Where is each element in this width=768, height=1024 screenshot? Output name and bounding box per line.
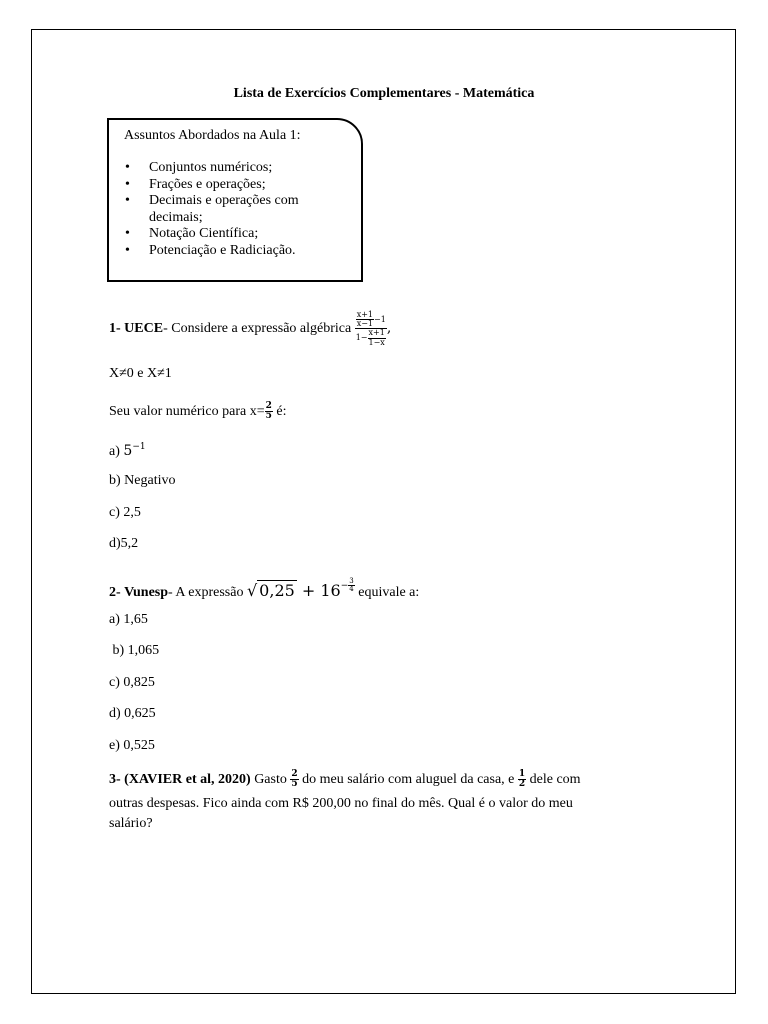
value-suffix: é: (272, 404, 287, 419)
value-fraction-den: 5 (265, 411, 272, 422)
expr-top-numerator: x+1 (356, 309, 374, 319)
question-2-text: - A expressão (168, 585, 244, 600)
fraction-1-num: 2 (291, 768, 298, 779)
question-1-source: UECE (124, 321, 164, 336)
question-1-text: - Considere a expressão algébrica (163, 321, 352, 336)
exponent-num: 3 (349, 576, 354, 585)
question-3-line-1 (109, 766, 581, 794)
option-a-base: 5 (123, 443, 133, 459)
radicand: 0,25 (259, 581, 295, 600)
plus-term: + 16 (296, 581, 341, 600)
exponent-den: 4 (349, 585, 354, 593)
fraction-1-den: 5 (291, 779, 298, 790)
question-3-label: 3- (XAVIER et al, 2020) (109, 772, 251, 787)
option-a-exponent: −1 (132, 442, 146, 452)
negative-exponent (341, 572, 355, 600)
question-1-expression (355, 311, 387, 348)
topics-box (107, 118, 363, 282)
question-3-fraction-2 (518, 770, 526, 790)
question-3-part-2: do meu salário com aluguel da casa, e (298, 772, 518, 787)
expr-trailing-comma: , (386, 320, 392, 336)
question-2-statement (109, 572, 419, 607)
value-fraction-num: 2 (265, 400, 272, 411)
topic-item: • Frações e operações; (149, 177, 349, 194)
question-1-option-a (109, 442, 146, 460)
question-3-part-3: dele com (526, 772, 581, 787)
topics-heading: Assuntos Abordados na Aula 1: (124, 128, 301, 143)
question-1-statement (109, 310, 391, 347)
question-3-line-2: outras despesas. Fico ainda com R$ 200,00 no final do mês. Qual é o valor do meu (109, 796, 573, 811)
expr-top-tail: −1 (374, 314, 386, 324)
fraction-2-den: 2 (518, 779, 526, 790)
expr-bottom-numerator: x+1 (368, 328, 385, 338)
question-3-line-3: salário? (109, 816, 153, 831)
expr-bottom-head: 1− (355, 333, 368, 343)
question-1-condition: X≠0 e X≠1 (109, 366, 172, 381)
fraction-2-num: 1 (518, 768, 526, 779)
square-root-expression: √ 0,25 (246, 581, 295, 600)
document-title: Lista de Exercícios Complementares - Matemática (233, 86, 535, 101)
topic-item: • Potenciação e Radiciação. (149, 243, 349, 260)
topic-item: • Decimais e operações com decimais; (149, 193, 349, 226)
question-2-option-b: b) 1,065 (109, 643, 160, 658)
question-2-option-a: a) 1,65 (109, 612, 148, 627)
value-fraction (265, 402, 273, 422)
question-3-part-1: Gasto (250, 772, 291, 787)
exponent-sign: − (340, 581, 349, 591)
question-1-option-b: b) Negativo (109, 473, 176, 488)
question-2-option-c: c) 0,825 (109, 675, 155, 690)
question-1-value-line (109, 398, 287, 426)
value-prefix: Seu valor numérico para x= (109, 404, 265, 419)
question-3-fraction-1 (290, 770, 298, 790)
question-1-number: 1- (109, 321, 121, 336)
option-a-label: a) (109, 444, 120, 459)
topic-item: • Conjuntos numéricos; (149, 160, 349, 177)
topic-item: • Notação Científica; (149, 226, 349, 243)
question-2-source: Vunesp (124, 585, 169, 600)
question-1-option-c: c) 2,5 (109, 505, 141, 520)
expr-top-denominator: x−1 (356, 318, 374, 328)
topics-list (149, 160, 349, 259)
expr-bottom-denominator: 1−x (368, 337, 385, 347)
question-2-suffix: equivale a: (354, 585, 420, 600)
question-2-option-d: d) 0,625 (109, 706, 156, 721)
question-2-number: 2- (109, 585, 121, 600)
question-2-option-e: e) 0,525 (109, 738, 155, 753)
question-1-option-d: d)5,2 (109, 536, 139, 551)
